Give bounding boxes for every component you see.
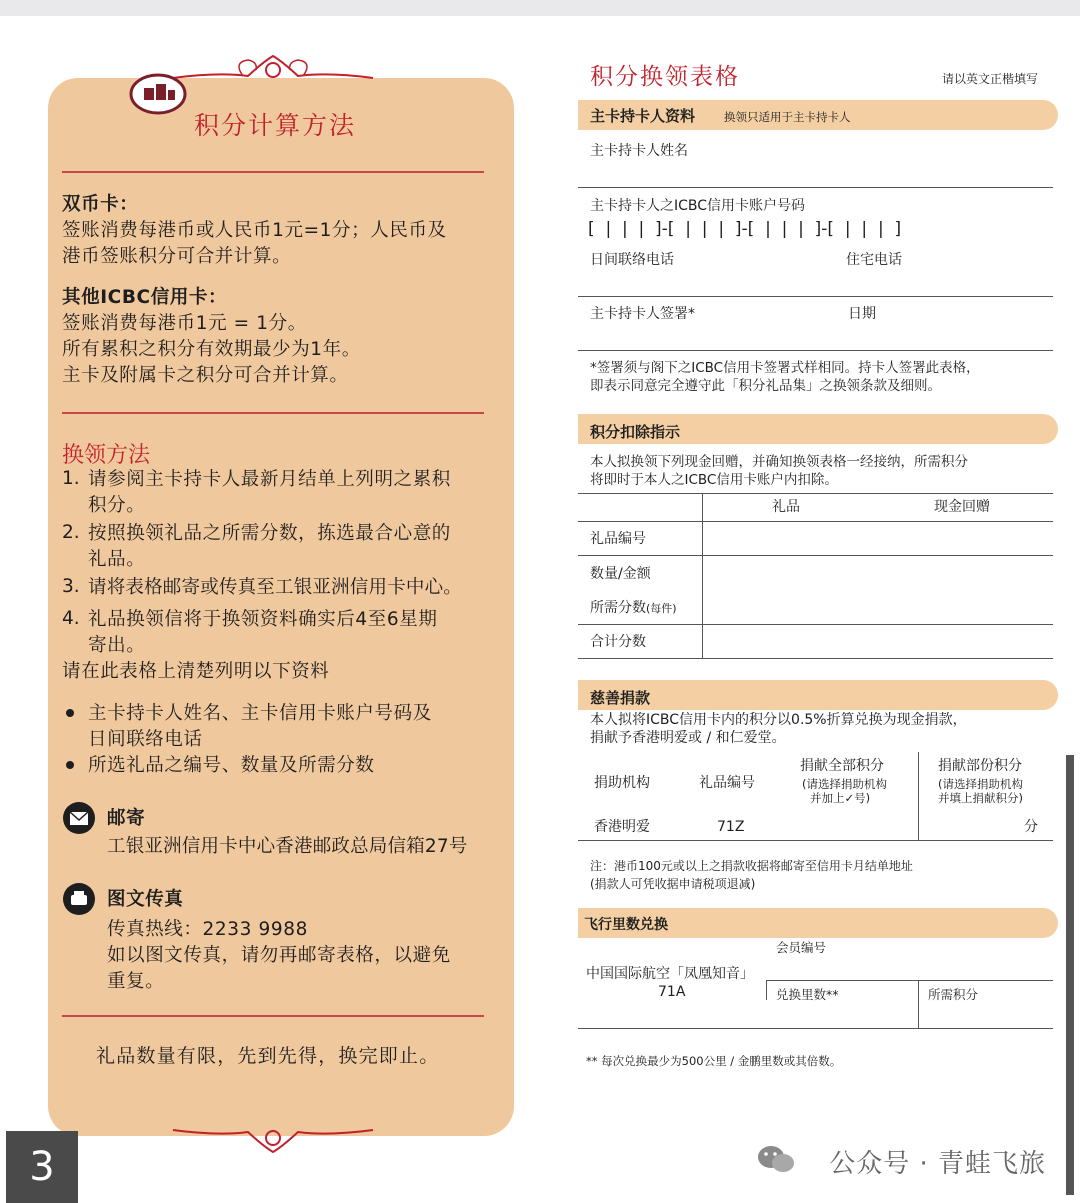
row-points-required bbox=[590, 599, 677, 618]
date-label: 日期 bbox=[848, 306, 876, 322]
cardholder-note: 换领只适用于主卡持卡人 bbox=[724, 110, 851, 124]
table-line bbox=[578, 658, 1053, 659]
charity-note: (捐款人可凭收据申请税项退减) bbox=[590, 877, 756, 891]
signature-note: 即表示同意完全遵守此「积分礼品集」之换领条款及细则。 bbox=[590, 378, 941, 394]
day-phone-label: 日间联络电话 bbox=[590, 252, 674, 268]
panel-title: 积分计算方法 bbox=[194, 111, 357, 140]
divider bbox=[62, 412, 484, 414]
table-line bbox=[578, 521, 1053, 522]
col-donate-part: 捐献部份积分 bbox=[938, 758, 1022, 774]
row-quantity: 数量/金额 bbox=[590, 566, 651, 582]
signature-label: 主卡持卡人签署* bbox=[590, 306, 695, 322]
cardholder-name-label: 主卡持卡人姓名 bbox=[590, 143, 688, 159]
page-edge bbox=[1066, 755, 1074, 1195]
table-line bbox=[578, 1028, 1053, 1029]
deduction-intro: 将即时于本人之ICBC信用卡账户内扣除。 bbox=[590, 472, 838, 488]
other-card-rule-2: 所有累积之积分有效期最少为1年。 bbox=[62, 339, 361, 360]
other-card-rule-3: 主卡及附属卡之积分可合并计算。 bbox=[62, 365, 349, 386]
charity-heading: 慈善捐款 bbox=[590, 689, 651, 707]
col-donate-part-sub: (请选择捐助机构 bbox=[938, 777, 1023, 791]
home-phone-label: 住宅电话 bbox=[846, 252, 902, 268]
mail-heading: 邮寄 bbox=[107, 808, 146, 829]
col-gift-code: 礼品编号 bbox=[699, 775, 755, 791]
miles-footnote: ** 每次兑换最少为500公里 / 金鹏里数或其倍数。 bbox=[586, 1054, 842, 1068]
field-line bbox=[578, 187, 1053, 188]
watermark: 公众号 · 青蛙飞旅 bbox=[829, 1149, 1046, 1179]
step-text: 礼品换领信将于换领资料确实后4至6星期 bbox=[88, 609, 438, 630]
field-line bbox=[578, 350, 1053, 351]
table-line bbox=[702, 493, 703, 658]
step-number: 3. bbox=[62, 576, 80, 597]
points-unit: 分 bbox=[1024, 819, 1038, 835]
deduction-intro: 本人拟换领下列现金回赠，并确知换领表格一经接纳，所需积分 bbox=[590, 454, 968, 470]
bullet bbox=[66, 709, 74, 717]
member-number-label: 会员编号 bbox=[776, 940, 827, 955]
step-text: 按照换领礼品之所需分数，拣选最合心意的 bbox=[88, 523, 451, 544]
account-number-label: 主卡持卡人之ICBC信用卡账户号码 bbox=[590, 198, 806, 214]
bullet bbox=[66, 761, 74, 769]
airline-code: 71A bbox=[658, 984, 686, 1000]
col-donate-all: 捐献全部积分 bbox=[800, 758, 884, 774]
page-number-badge: 3 bbox=[6, 1131, 78, 1203]
step-text: 请参阅主卡持卡人最新月结单上列明之累积 bbox=[88, 469, 451, 490]
cardholder-heading: 主卡持卡人资料 bbox=[590, 107, 696, 125]
col-cash-rebate: 现金回赠 bbox=[934, 499, 990, 515]
row-total-points: 合计分数 bbox=[590, 634, 646, 650]
decorative-swash-top bbox=[168, 52, 378, 86]
panel-footer: 礼品数量有限，先到先得，换完即止。 bbox=[96, 1045, 440, 1067]
account-number-boxes[interactable]: [ | | | ]-[ | | | ]-[ | | | ]-[ | | | ] bbox=[588, 219, 902, 239]
redeem-heading: 换领方法 bbox=[62, 443, 151, 468]
step-text: 积分。 bbox=[88, 495, 146, 516]
miles-points-label: 所需积分 bbox=[928, 987, 979, 1002]
fax-heading: 图文传真 bbox=[107, 889, 184, 910]
form-title: 积分换领表格 bbox=[590, 64, 740, 90]
table-line bbox=[578, 840, 1053, 841]
other-card-heading: 其他ICBC信用卡： bbox=[62, 287, 228, 308]
step-number: 4. bbox=[62, 608, 80, 629]
fax-note: 如以图文传真，请勿再邮寄表格，以避免 bbox=[107, 945, 451, 966]
bullet-text: 所选礼品之编号、数量及所需分数 bbox=[88, 755, 375, 776]
fax-hotline: 传真热线：2233 9988 bbox=[107, 919, 308, 940]
dual-currency-heading: 双币卡： bbox=[62, 194, 139, 215]
step-number: 2. bbox=[62, 522, 80, 543]
decorative-swash-bottom bbox=[168, 1122, 378, 1156]
signature-note: *签署须与阁下之ICBC信用卡签署式样相同。持卡人签署此表格， bbox=[590, 360, 980, 376]
mail-icon bbox=[62, 801, 96, 835]
step-text: 礼品。 bbox=[88, 549, 146, 570]
col-donate-part-sub: 并填上捐献积分) bbox=[938, 791, 1023, 805]
dual-currency-rule-1: 签账消费每港币或人民币1元=1分；人民币及 bbox=[62, 220, 447, 241]
step-number: 1. bbox=[62, 468, 80, 489]
charity-note: 注：港币100元或以上之捐款收据将邮寄至信用卡月结单地址 bbox=[590, 859, 913, 873]
field-line bbox=[578, 296, 1053, 297]
table-line bbox=[578, 624, 1053, 625]
row-gift-code: 礼品编号 bbox=[590, 531, 646, 547]
top-bar bbox=[0, 0, 1080, 16]
step-text: 请将表格邮寄或传真至工银亚洲信用卡中心。 bbox=[88, 577, 463, 598]
other-card-rule-1: 签账消费每港币1元 = 1分。 bbox=[62, 313, 307, 334]
org-caritas-code: 71Z bbox=[717, 819, 745, 835]
row-points-sub: (每件) bbox=[646, 602, 677, 615]
col-donate-all-sub: 并加上✓号) bbox=[810, 791, 871, 805]
col-organization: 捐助机构 bbox=[594, 775, 650, 791]
divider bbox=[62, 1015, 484, 1017]
charity-intro: 本人拟将ICBC信用卡内的积分以0.5%折算兑换为现金捐款， bbox=[590, 712, 967, 728]
table-line bbox=[918, 752, 919, 840]
org-caritas: 香港明爱 bbox=[594, 819, 650, 835]
airline-name: 中国国际航空「凤凰知音」 bbox=[586, 966, 754, 982]
fax-icon bbox=[62, 882, 96, 916]
col-gift: 礼品 bbox=[772, 499, 800, 515]
deduction-heading: 积分扣除指示 bbox=[590, 423, 681, 441]
list-intro: 请在此表格上清楚列明以下资料 bbox=[62, 661, 330, 682]
miles-amount-label: 兑换里数** bbox=[776, 987, 839, 1002]
table-line bbox=[918, 980, 919, 1028]
bullet-text: 日间联络电话 bbox=[88, 729, 203, 750]
table-line bbox=[766, 980, 1053, 981]
divider bbox=[62, 171, 484, 173]
wechat-icon bbox=[756, 1143, 796, 1175]
form-hint: 请以英文正楷填写 bbox=[942, 72, 1039, 86]
table-line bbox=[578, 493, 1053, 494]
col-donate-all-sub: (请选择捐助机构 bbox=[802, 777, 887, 791]
bullet-text: 主卡持卡人姓名、主卡信用卡账户号码及 bbox=[88, 703, 432, 724]
fax-note: 重复。 bbox=[107, 971, 165, 992]
miles-heading: 飞行里数兑换 bbox=[584, 917, 668, 933]
table-line bbox=[578, 555, 1053, 556]
charity-intro: 捐献予香港明爱或 / 和仁爱堂。 bbox=[590, 730, 786, 746]
gift-logo-icon bbox=[128, 70, 188, 116]
step-text: 寄出。 bbox=[88, 635, 146, 656]
dual-currency-rule-2: 港币签账积分可合并计算。 bbox=[62, 246, 292, 267]
row-points-label: 所需分数 bbox=[590, 600, 646, 616]
mail-address: 工银亚洲信用卡中心香港邮政总局信箱27号 bbox=[107, 836, 468, 857]
table-line bbox=[766, 980, 767, 1000]
